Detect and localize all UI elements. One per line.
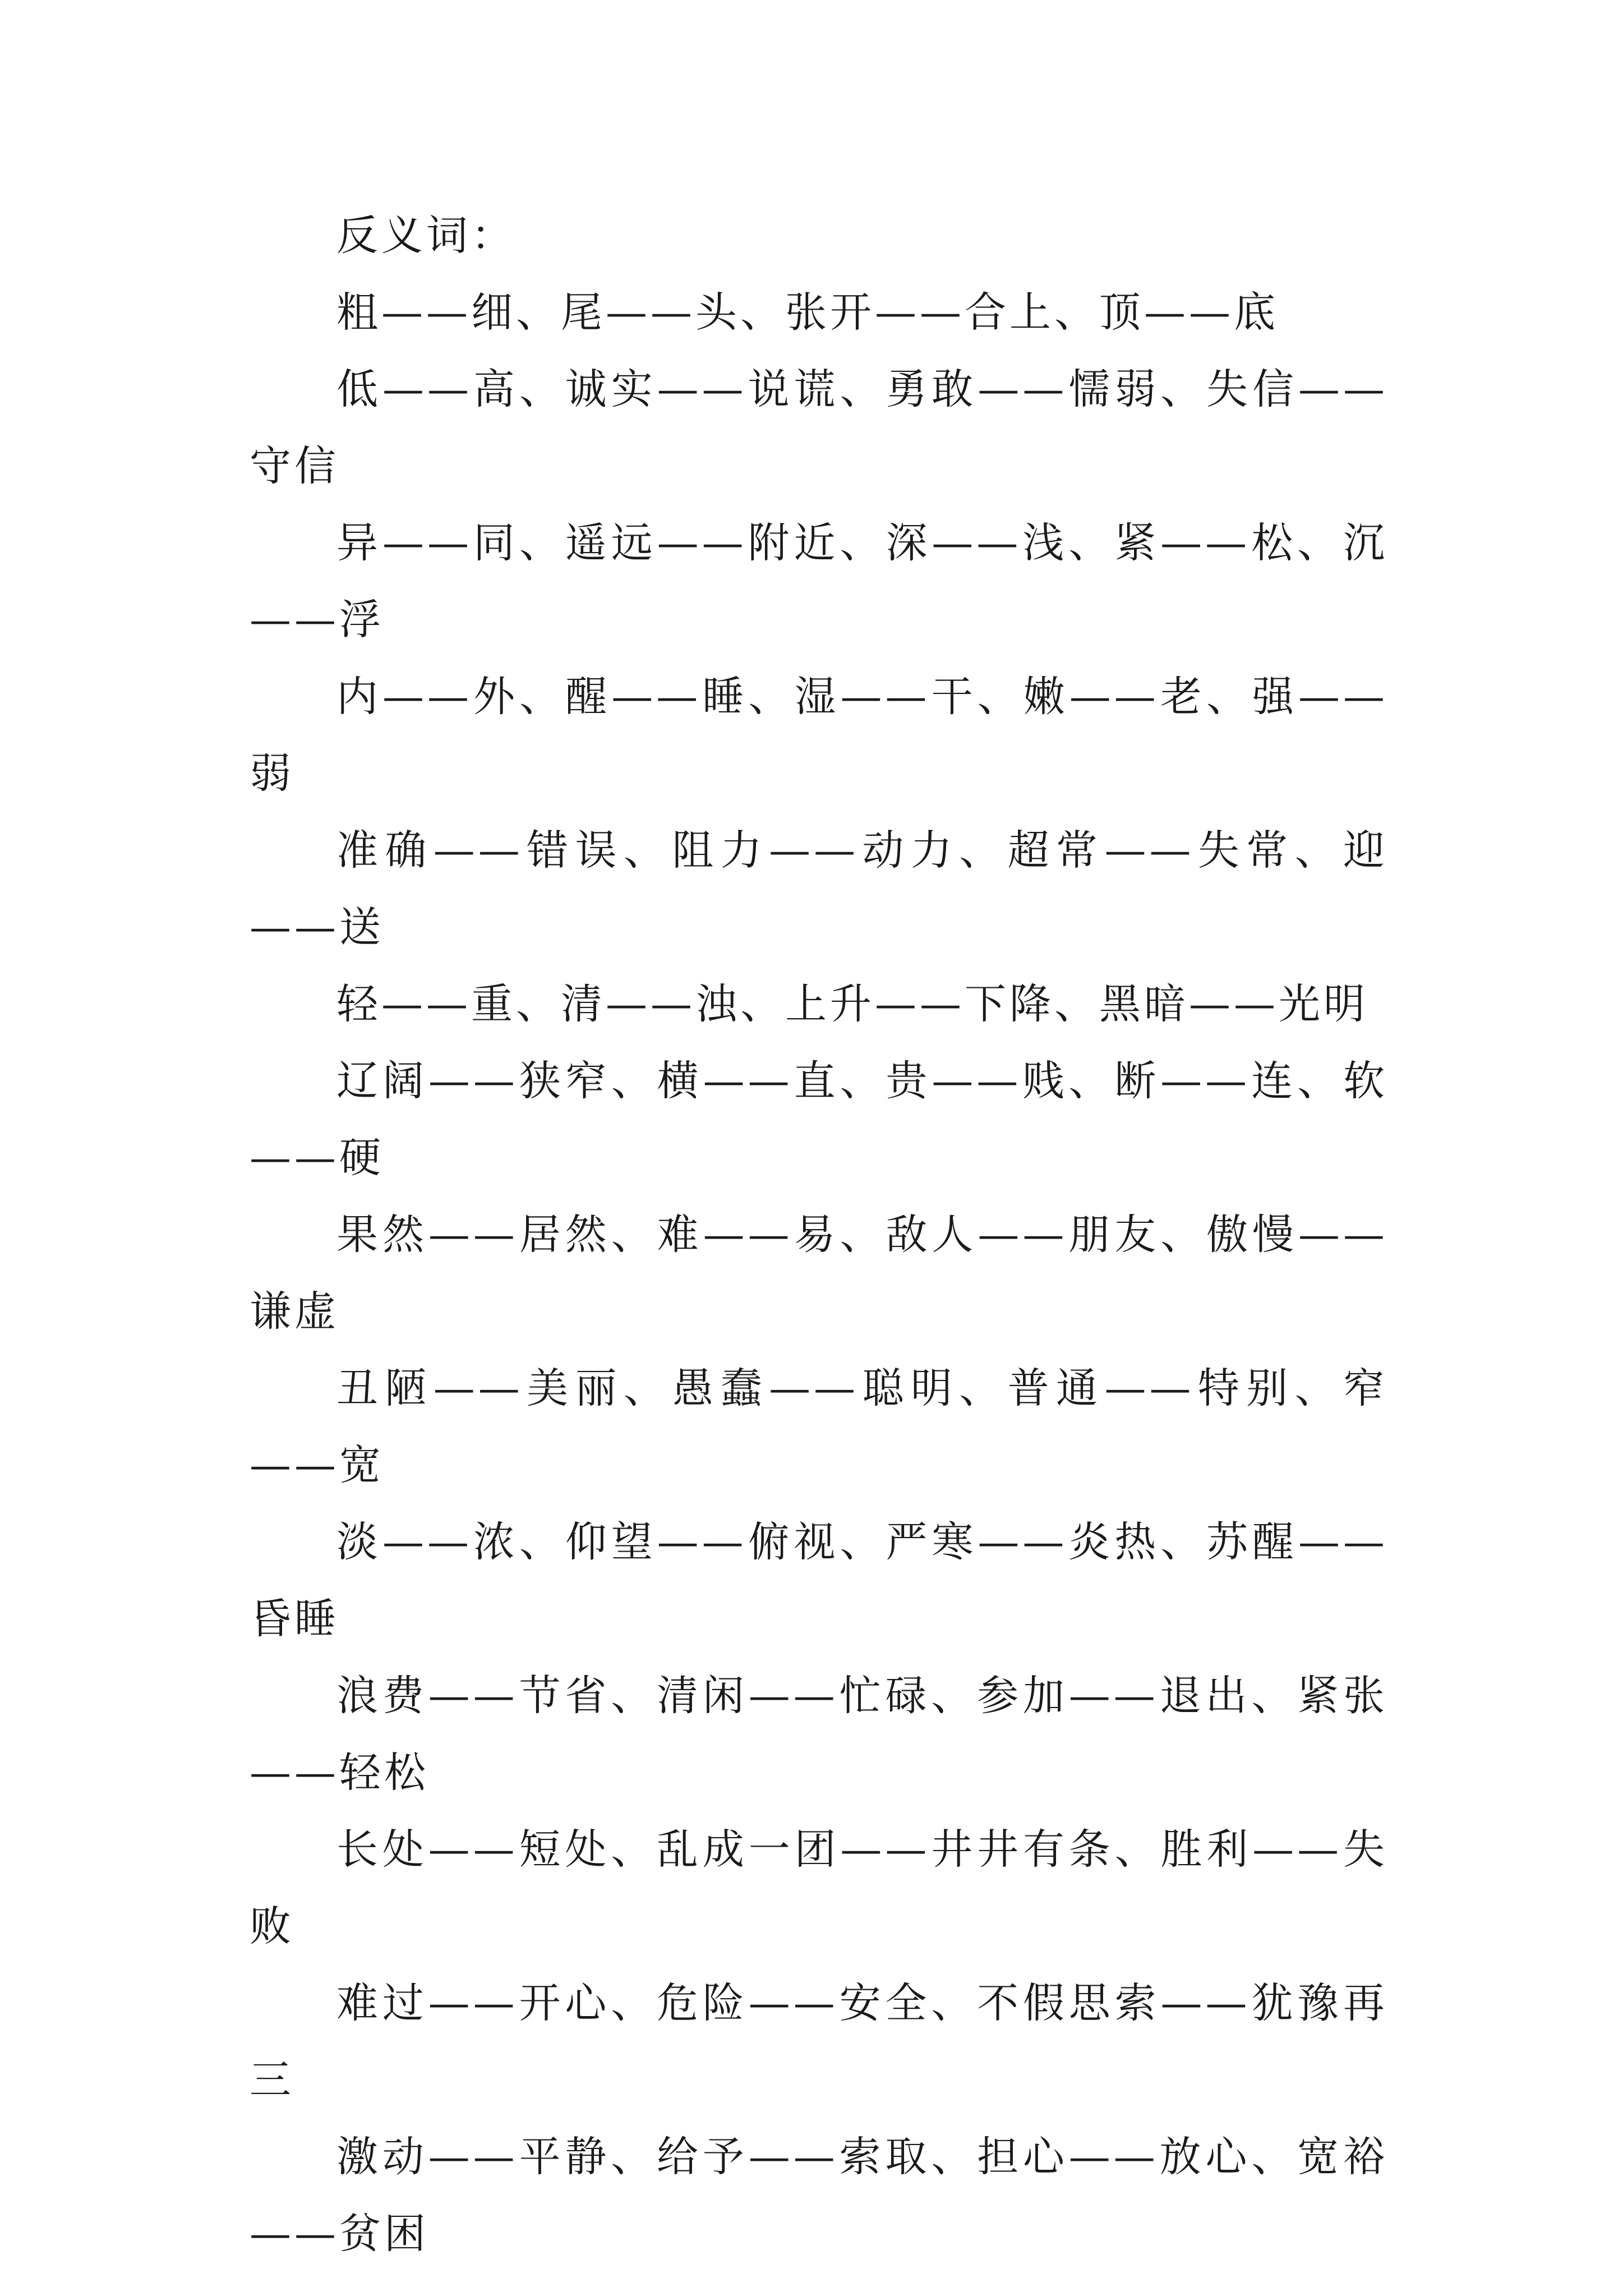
antonym-line: 激动——平静、给予——索取、担心——放心、宽裕——贫困 bbox=[250, 2133, 1388, 2258]
antonym-line: 粗——细、尾——头、张开——合上、顶——底 bbox=[336, 288, 1279, 337]
antonym-line: 丑陋——美丽、愚蠢——聪明、普通——特别、窄——宽 bbox=[250, 1364, 1388, 1489]
antonym-line: 辽阔——狭窄、横——直、贵——贱、断——连、软——硬 bbox=[250, 1057, 1388, 1182]
antonym-line: 果然——居然、难——易、敌人——朋友、傲慢——谦虚 bbox=[250, 1211, 1388, 1336]
antonym-line: 淡——浓、仰望——俯视、严寒——炎热、苏醒——昏睡 bbox=[250, 1518, 1388, 1643]
document-body bbox=[250, 197, 1388, 2272]
antonym-line: 难过——开心、危险——安全、不假思索——犹豫再三 bbox=[250, 1979, 1388, 2104]
document-heading: 反义词： bbox=[336, 211, 516, 260]
antonym-line: 异——同、遥远——附近、深——浅、紧——松、沉——浮 bbox=[250, 519, 1388, 644]
antonym-line: 内——外、醒——睡、湿——干、嫩——老、强——弱 bbox=[250, 673, 1388, 798]
antonym-line: 浪费——节省、清闲——忙碌、参加——退出、紧张——轻松 bbox=[250, 1672, 1388, 1797]
antonym-line: 长处——短处、乱成一团——井井有条、胜利——失败 bbox=[250, 1825, 1388, 1950]
antonym-line: 准确——错误、阻力——动力、超常——失常、迎——送 bbox=[250, 826, 1388, 951]
antonym-line: 轻——重、清——浊、上升——下降、黑暗——光明 bbox=[336, 980, 1368, 1028]
antonym-line: 低——高、诚实——说谎、勇敢——懦弱、失信——守信 bbox=[250, 365, 1388, 490]
